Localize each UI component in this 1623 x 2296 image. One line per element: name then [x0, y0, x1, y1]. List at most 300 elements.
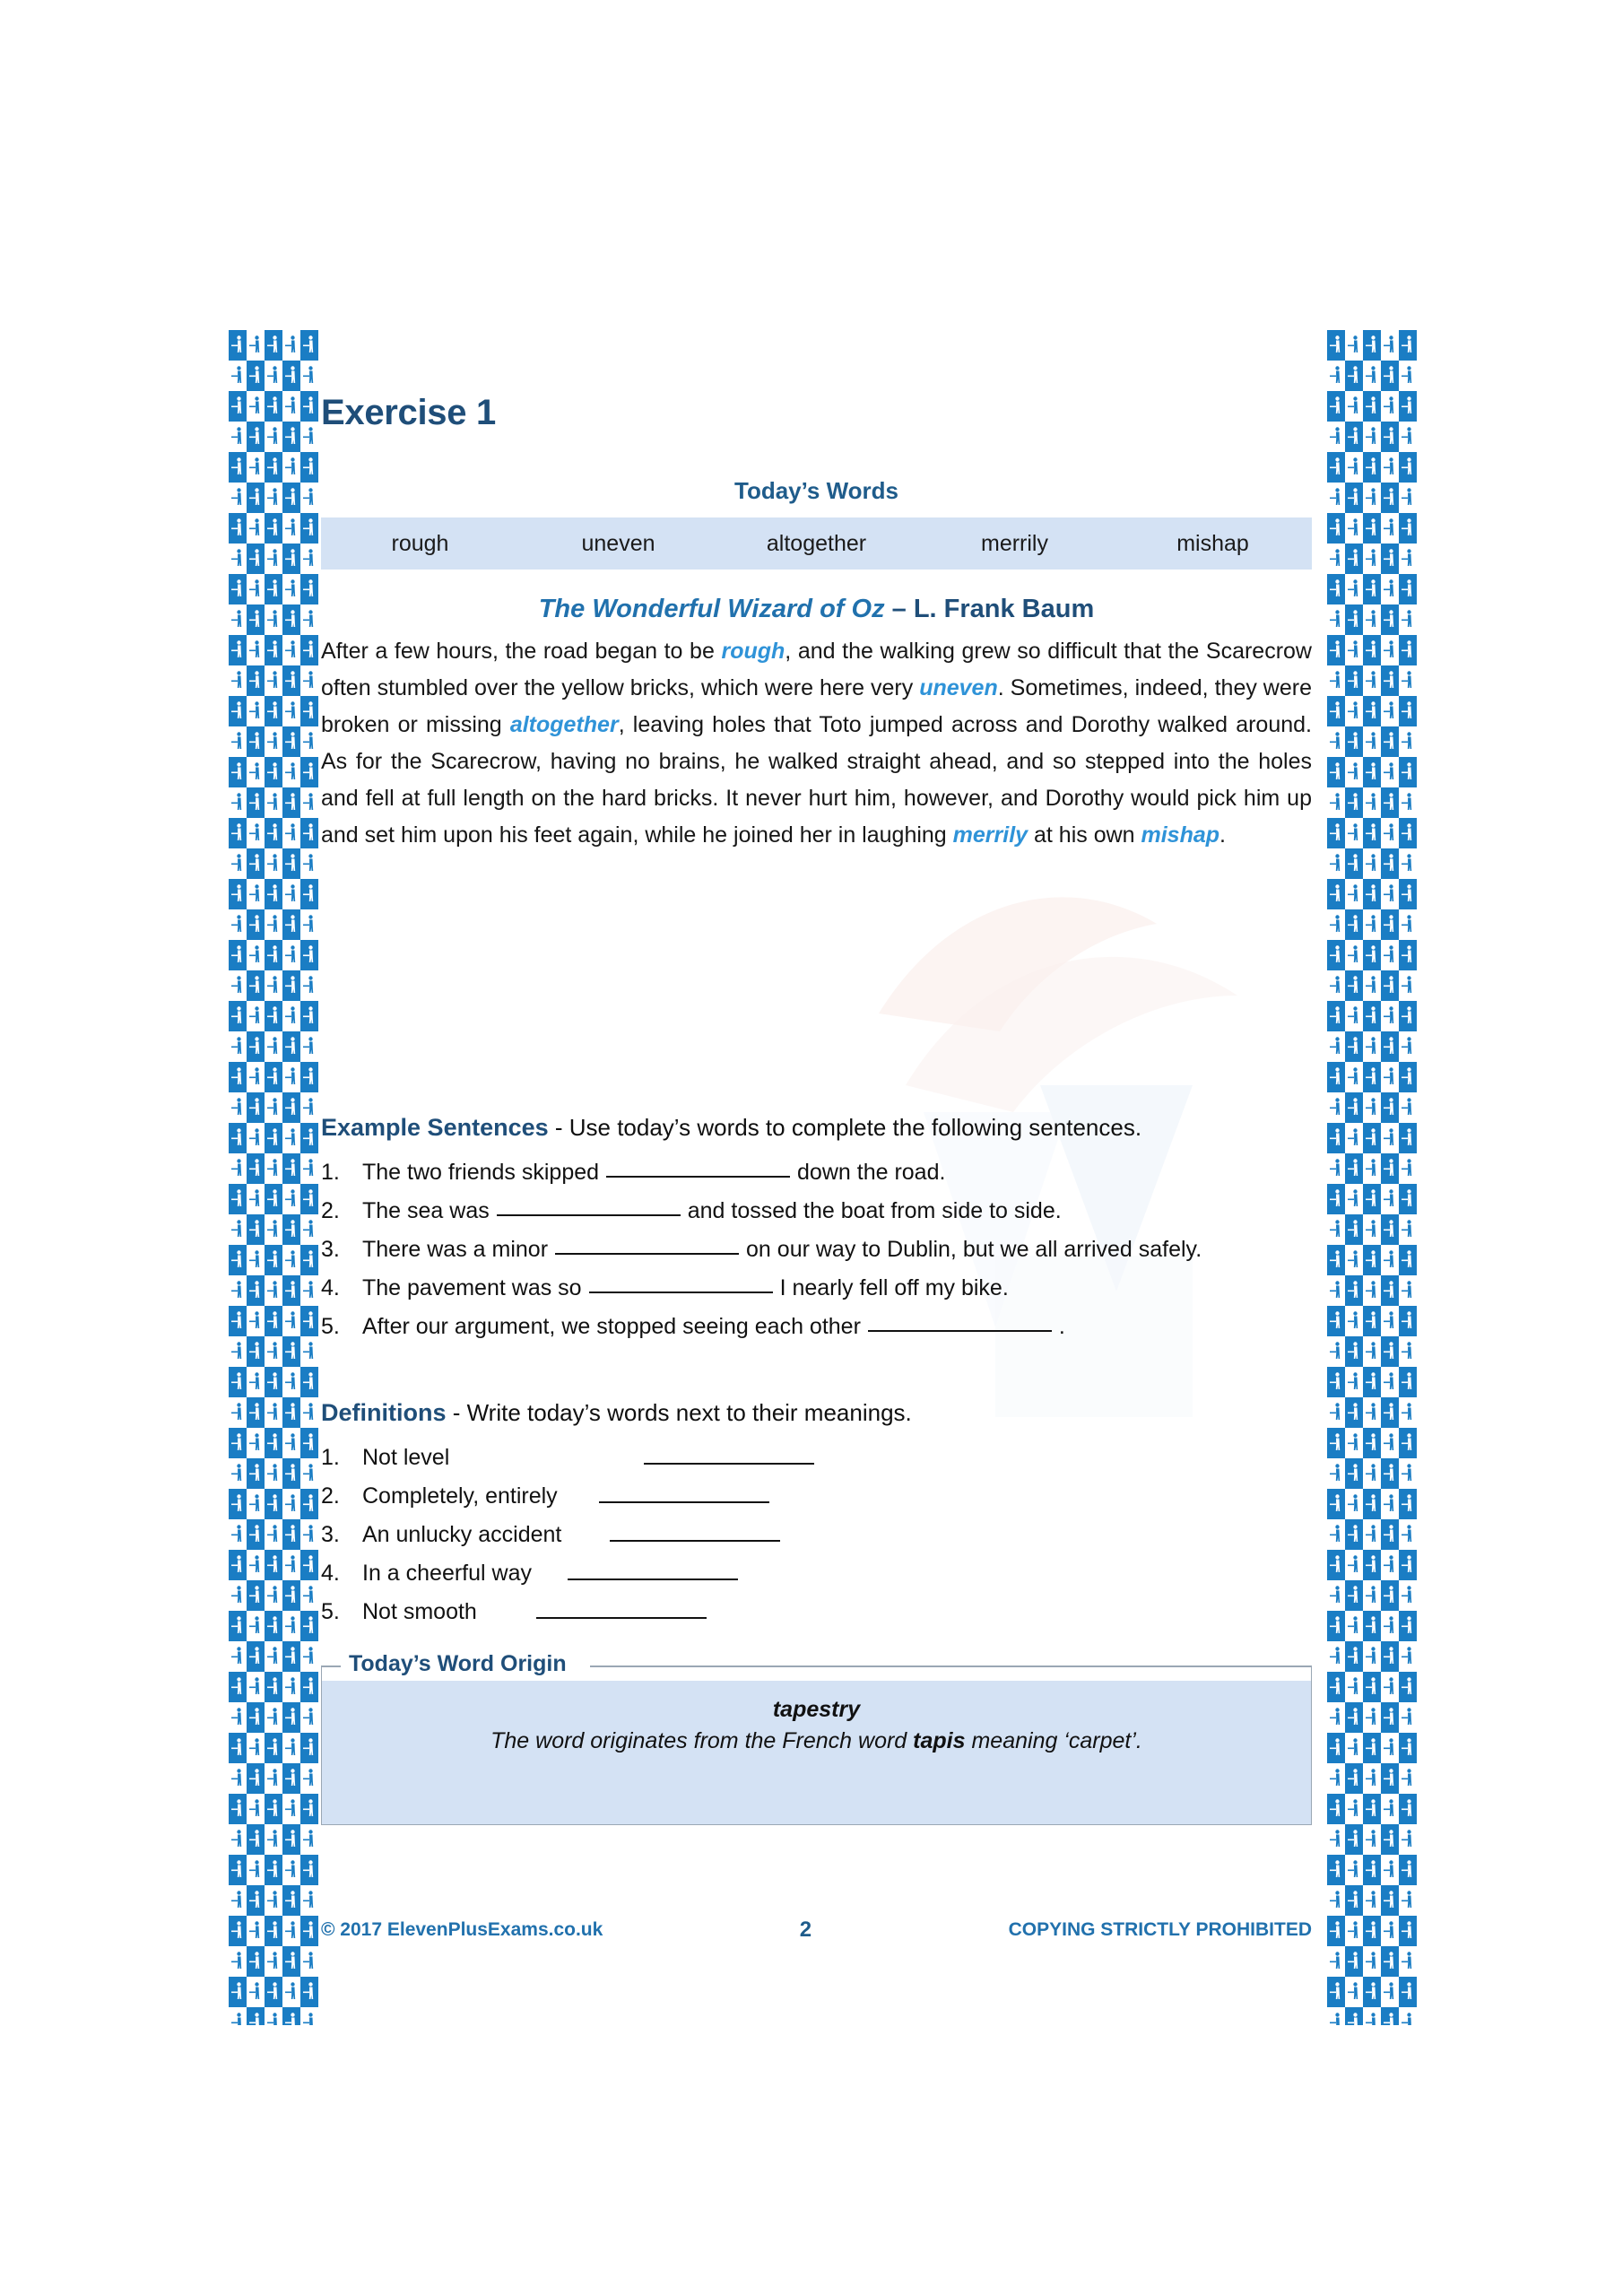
- border-tile-icon: [1381, 787, 1399, 818]
- border-tile-icon: [282, 1001, 300, 1031]
- border-tile-icon: [1327, 1306, 1345, 1336]
- sentence-after: .: [1058, 1314, 1065, 1339]
- border-tile-icon: [247, 635, 265, 665]
- border-tile-icon: [1363, 1245, 1381, 1275]
- border-row: [1327, 604, 1417, 635]
- origin-desc-before: The word originates from the French word: [490, 1728, 914, 1753]
- border-row: [229, 1306, 318, 1336]
- border-tile-icon: [1399, 1794, 1417, 1824]
- border-tile-icon: [1345, 1336, 1363, 1367]
- border-tile-icon: [1327, 1672, 1345, 1702]
- border-tile-icon: [1381, 1824, 1399, 1855]
- border-tile-icon: [265, 909, 282, 940]
- border-tile-icon: [1381, 970, 1399, 1001]
- border-tile-icon: [300, 1336, 318, 1367]
- definitions-heading-rest: - Write today’s words next to their meanings.: [446, 1399, 912, 1426]
- definition-item: [321, 1594, 1312, 1631]
- border-tile-icon: [1345, 818, 1363, 848]
- border-tile-icon: [1381, 1428, 1399, 1458]
- border-tile-icon: [265, 391, 282, 422]
- border-tile-icon: [247, 1733, 265, 1763]
- item-body: [362, 1231, 1312, 1268]
- item-body: [362, 1478, 1312, 1515]
- border-tile-icon: [265, 1580, 282, 1611]
- border-row: [229, 726, 318, 757]
- border-tile-icon: [1363, 1580, 1381, 1611]
- border-tile-icon: [247, 1519, 265, 1550]
- todays-words-section: [321, 477, 1312, 570]
- footer-notice: COPYING STRICTLY PROHIBITED: [1008, 1919, 1312, 1940]
- border-tile-icon: [300, 1611, 318, 1641]
- border-tile-icon: [247, 1855, 265, 1885]
- border-tile-icon: [247, 1092, 265, 1123]
- answer-blank[interactable]: [536, 1617, 707, 1619]
- answer-blank[interactable]: [610, 1540, 780, 1542]
- border-row: [229, 391, 318, 422]
- border-row: [1327, 787, 1417, 818]
- border-tile-icon: [229, 604, 247, 635]
- border-row: [1327, 848, 1417, 879]
- answer-blank[interactable]: [555, 1253, 739, 1255]
- border-row: [1327, 1184, 1417, 1214]
- border-row: [1327, 1580, 1417, 1611]
- border-tile-icon: [1327, 2007, 1345, 2025]
- answer-blank[interactable]: [868, 1330, 1052, 1332]
- border-tile-icon: [247, 422, 265, 452]
- border-tile-icon: [1399, 604, 1417, 635]
- border-tile-icon: [1345, 940, 1363, 970]
- border-tile-icon: [247, 604, 265, 635]
- border-tile-icon: [1345, 544, 1363, 574]
- border-row: [1327, 696, 1417, 726]
- border-tile-icon: [1381, 1306, 1399, 1336]
- border-tile-icon: [1399, 483, 1417, 513]
- border-tile-icon: [300, 1580, 318, 1611]
- border-tile-icon: [265, 1306, 282, 1336]
- border-tile-icon: [1381, 726, 1399, 757]
- border-tile-icon: [265, 2007, 282, 2025]
- border-row: [1327, 330, 1417, 361]
- border-row: [229, 696, 318, 726]
- border-row: [229, 1824, 318, 1855]
- border-tile-icon: [1399, 1580, 1417, 1611]
- border-tile-icon: [300, 1824, 318, 1855]
- border-tile-icon: [1399, 1672, 1417, 1702]
- border-tile-icon: [300, 330, 318, 361]
- border-tile-icon: [282, 1367, 300, 1397]
- passage-text: , leaving holes that Toto jumped across and Dorothy walked around. As for the Scarecrow, having no brains, he walked straight ahead, and so stepped into the holes and fell at full length on the hard bricks. It never hurt him, however, and Dorothy would pick him up and set him upon his feet again, while he joined her in laughing: [321, 712, 1312, 848]
- border-row: [1327, 1489, 1417, 1519]
- border-row: [1327, 1306, 1417, 1336]
- border-tile-icon: [282, 1519, 300, 1550]
- border-tile-icon: [1399, 970, 1417, 1001]
- footer-page-number: 2: [799, 1918, 812, 1942]
- border-tile-icon: [265, 422, 282, 452]
- border-tile-icon: [265, 879, 282, 909]
- border-tile-icon: [1399, 574, 1417, 604]
- border-tile-icon: [300, 665, 318, 696]
- border-row: [1327, 1001, 1417, 1031]
- border-tile-icon: [247, 1428, 265, 1458]
- border-tile-icon: [1327, 574, 1345, 604]
- border-row: [229, 1672, 318, 1702]
- border-tile-icon: [265, 1275, 282, 1306]
- border-tile-icon: [1399, 1184, 1417, 1214]
- border-tile-icon: [247, 330, 265, 361]
- border-tile-icon: [1327, 848, 1345, 879]
- border-tile-icon: [247, 513, 265, 544]
- border-tile-icon: [1345, 574, 1363, 604]
- border-tile-icon: [1363, 1428, 1381, 1458]
- border-tile-icon: [1381, 422, 1399, 452]
- example-sentence-item: [321, 1193, 1312, 1230]
- item-number: 2.: [321, 1198, 340, 1223]
- border-tile-icon: [247, 1367, 265, 1397]
- border-row: [1327, 879, 1417, 909]
- border-tile-icon: [1363, 970, 1381, 1001]
- word-origin-box: [321, 1666, 1312, 1825]
- border-row: [1327, 1092, 1417, 1123]
- border-tile-icon: [282, 483, 300, 513]
- border-tile-icon: [1399, 1123, 1417, 1153]
- border-tile-icon: [247, 879, 265, 909]
- border-tile-icon: [1345, 1092, 1363, 1123]
- border-tile-icon: [229, 818, 247, 848]
- item-body: [362, 1154, 1312, 1191]
- todays-word-3: merrily: [981, 530, 1048, 556]
- border-tile-icon: [1363, 1977, 1381, 2007]
- definition-text: Not smooth: [362, 1599, 477, 1624]
- border-tile-icon: [1399, 1458, 1417, 1489]
- border-tile-icon: [1381, 513, 1399, 544]
- answer-blank[interactable]: [589, 1292, 773, 1293]
- border-tile-icon: [282, 1763, 300, 1794]
- border-tile-icon: [229, 1489, 247, 1519]
- border-row: [1327, 1733, 1417, 1763]
- border-tile-icon: [265, 665, 282, 696]
- definitions-section: [321, 1399, 1312, 1631]
- page-title: Exercise 1: [321, 393, 496, 432]
- border-tile-icon: [1399, 1245, 1417, 1275]
- border-tile-icon: [1399, 940, 1417, 970]
- border-tile-icon: [300, 635, 318, 665]
- border-tile-icon: [282, 513, 300, 544]
- border-row: [229, 1428, 318, 1458]
- border-tile-icon: [229, 2007, 247, 2025]
- border-row: [1327, 757, 1417, 787]
- border-row: [229, 665, 318, 696]
- border-tile-icon: [1363, 696, 1381, 726]
- border-tile-icon: [1363, 1702, 1381, 1733]
- border-tile-icon: [247, 361, 265, 391]
- border-tile-icon: [1327, 452, 1345, 483]
- decorative-border-left: [229, 330, 318, 2025]
- border-tile-icon: [282, 1214, 300, 1245]
- border-tile-icon: [300, 1916, 318, 1946]
- border-tile-icon: [247, 1763, 265, 1794]
- border-tile-icon: [229, 1702, 247, 1733]
- border-tile-icon: [1363, 1672, 1381, 1702]
- border-tile-icon: [282, 1794, 300, 1824]
- border-tile-icon: [1327, 909, 1345, 940]
- border-tile-icon: [1381, 1184, 1399, 1214]
- border-tile-icon: [1363, 879, 1381, 909]
- border-tile-icon: [1345, 1153, 1363, 1184]
- border-tile-icon: [300, 1306, 318, 1336]
- border-tile-icon: [265, 452, 282, 483]
- border-tile-icon: [247, 1275, 265, 1306]
- border-tile-icon: [1381, 1916, 1399, 1946]
- border-tile-icon: [1327, 757, 1345, 787]
- border-row: [229, 513, 318, 544]
- border-tile-icon: [247, 757, 265, 787]
- border-tile-icon: [229, 1367, 247, 1397]
- border-row: [1327, 1672, 1417, 1702]
- border-tile-icon: [1363, 544, 1381, 574]
- border-tile-icon: [300, 1733, 318, 1763]
- todays-word-4: mishap: [1176, 530, 1249, 556]
- border-tile-icon: [1327, 604, 1345, 635]
- passage-keyword: merrily: [952, 822, 1028, 848]
- border-tile-icon: [282, 544, 300, 574]
- answer-blank[interactable]: [606, 1176, 790, 1178]
- border-tile-icon: [1345, 1184, 1363, 1214]
- border-tile-icon: [1327, 726, 1345, 757]
- border-tile-icon: [1381, 1367, 1399, 1397]
- border-tile-icon: [247, 1001, 265, 1031]
- border-tile-icon: [1363, 848, 1381, 879]
- border-tile-icon: [1345, 635, 1363, 665]
- border-tile-icon: [1381, 848, 1399, 879]
- border-tile-icon: [1327, 1184, 1345, 1214]
- border-tile-icon: [1327, 544, 1345, 574]
- border-tile-icon: [1345, 1824, 1363, 1855]
- border-tile-icon: [247, 1794, 265, 1824]
- border-row: [1327, 1214, 1417, 1245]
- border-tile-icon: [282, 818, 300, 848]
- border-tile-icon: [1381, 1519, 1399, 1550]
- border-tile-icon: [1327, 1824, 1345, 1855]
- answer-blank[interactable]: [497, 1214, 681, 1216]
- item-body: [362, 1594, 1312, 1631]
- border-row: [1327, 1794, 1417, 1824]
- definitions-heading-lead: Definitions: [321, 1399, 447, 1426]
- border-row: [229, 1397, 318, 1428]
- border-row: [229, 1458, 318, 1489]
- border-tile-icon: [247, 726, 265, 757]
- border-tile-icon: [1345, 452, 1363, 483]
- border-tile-icon: [1381, 1031, 1399, 1062]
- border-tile-icon: [1345, 483, 1363, 513]
- border-row: [229, 1580, 318, 1611]
- border-tile-icon: [1399, 391, 1417, 422]
- border-tile-icon: [247, 1977, 265, 2007]
- border-tile-icon: [265, 757, 282, 787]
- border-tile-icon: [282, 330, 300, 361]
- border-tile-icon: [1327, 1001, 1345, 1031]
- border-tile-icon: [265, 1946, 282, 1977]
- definition-item: [321, 1555, 1312, 1592]
- border-tile-icon: [1381, 544, 1399, 574]
- border-tile-icon: [265, 1824, 282, 1855]
- example-sentences-heading: [321, 1114, 1312, 1142]
- border-tile-icon: [1327, 1336, 1345, 1367]
- border-tile-icon: [1345, 1550, 1363, 1580]
- border-tile-icon: [229, 787, 247, 818]
- border-tile-icon: [1399, 1062, 1417, 1092]
- border-tile-icon: [229, 1214, 247, 1245]
- border-tile-icon: [265, 1702, 282, 1733]
- border-tile-icon: [282, 604, 300, 635]
- border-tile-icon: [1327, 1214, 1345, 1245]
- border-tile-icon: [265, 1641, 282, 1672]
- border-tile-icon: [300, 422, 318, 452]
- border-tile-icon: [282, 787, 300, 818]
- example-sentences-list: [321, 1154, 1312, 1345]
- border-tile-icon: [229, 1641, 247, 1672]
- border-tile-icon: [1381, 574, 1399, 604]
- border-tile-icon: [265, 970, 282, 1001]
- border-tile-icon: [1345, 848, 1363, 879]
- border-tile-icon: [300, 1519, 318, 1550]
- border-tile-icon: [300, 879, 318, 909]
- item-body: [362, 1517, 1312, 1553]
- border-tile-icon: [1399, 1977, 1417, 2007]
- border-tile-icon: [1381, 452, 1399, 483]
- border-tile-icon: [1345, 1702, 1363, 1733]
- border-tile-icon: [1381, 1214, 1399, 1245]
- border-tile-icon: [1345, 330, 1363, 361]
- border-tile-icon: [229, 757, 247, 787]
- border-tile-icon: [1399, 361, 1417, 391]
- sentence-after: I nearly fell off my bike.: [779, 1275, 1009, 1300]
- border-tile-icon: [265, 1062, 282, 1092]
- border-row: [1327, 1428, 1417, 1458]
- border-tile-icon: [1327, 940, 1345, 970]
- border-row: [1327, 1458, 1417, 1489]
- border-tile-icon: [1399, 1733, 1417, 1763]
- border-tile-icon: [282, 1062, 300, 1092]
- border-tile-icon: [300, 1946, 318, 1977]
- border-tile-icon: [229, 970, 247, 1001]
- border-tile-icon: [1399, 1306, 1417, 1336]
- border-row: [1327, 1641, 1417, 1672]
- border-tile-icon: [1381, 1641, 1399, 1672]
- border-tile-icon: [247, 1580, 265, 1611]
- border-tile-icon: [1345, 1123, 1363, 1153]
- answer-blank[interactable]: [568, 1578, 738, 1580]
- border-tile-icon: [1399, 1092, 1417, 1123]
- border-tile-icon: [282, 422, 300, 452]
- border-row: [1327, 1916, 1417, 1946]
- border-tile-icon: [1345, 726, 1363, 757]
- border-tile-icon: [300, 696, 318, 726]
- border-row: [229, 635, 318, 665]
- border-tile-icon: [1345, 1031, 1363, 1062]
- border-tile-icon: [1327, 787, 1345, 818]
- border-tile-icon: [1327, 1763, 1345, 1794]
- decorative-border-right: [1327, 330, 1417, 2025]
- border-tile-icon: [1327, 1641, 1345, 1672]
- border-tile-icon: [1345, 391, 1363, 422]
- definition-text: An unlucky accident: [362, 1522, 562, 1547]
- border-row: [229, 483, 318, 513]
- border-tile-icon: [1327, 483, 1345, 513]
- border-row: [229, 1641, 318, 1672]
- border-tile-icon: [1399, 422, 1417, 452]
- border-tile-icon: [300, 483, 318, 513]
- border-tile-icon: [247, 848, 265, 879]
- border-row: [1327, 544, 1417, 574]
- border-tile-icon: [1381, 1763, 1399, 1794]
- border-tile-icon: [1327, 1550, 1345, 1580]
- border-tile-icon: [1363, 665, 1381, 696]
- border-tile-icon: [229, 1733, 247, 1763]
- border-tile-icon: [265, 1214, 282, 1245]
- border-tile-icon: [229, 1306, 247, 1336]
- border-row: [229, 1794, 318, 1824]
- answer-blank[interactable]: [644, 1463, 814, 1465]
- border-tile-icon: [1345, 1397, 1363, 1428]
- border-row: [229, 1611, 318, 1641]
- border-tile-icon: [229, 391, 247, 422]
- border-tile-icon: [265, 1916, 282, 1946]
- border-tile-icon: [1345, 1062, 1363, 1092]
- border-tile-icon: [265, 696, 282, 726]
- border-tile-icon: [265, 1733, 282, 1763]
- border-tile-icon: [1399, 1367, 1417, 1397]
- border-tile-icon: [282, 1733, 300, 1763]
- sentence-after: on our way to Dublin, but we all arrived safely.: [746, 1237, 1202, 1262]
- border-tile-icon: [1345, 1245, 1363, 1275]
- border-row: [1327, 1153, 1417, 1184]
- border-tile-icon: [1327, 1946, 1345, 1977]
- border-row: [229, 1916, 318, 1946]
- border-tile-icon: [1399, 1153, 1417, 1184]
- border-row: [1327, 635, 1417, 665]
- border-tile-icon: [282, 909, 300, 940]
- border-tile-icon: [1363, 635, 1381, 665]
- border-tile-icon: [1363, 1763, 1381, 1794]
- border-row: [229, 1702, 318, 1733]
- border-tile-icon: [1363, 1001, 1381, 1031]
- border-tile-icon: [1381, 1794, 1399, 1824]
- border-tile-icon: [300, 1672, 318, 1702]
- border-row: [229, 757, 318, 787]
- border-row: [229, 879, 318, 909]
- border-tile-icon: [1363, 909, 1381, 940]
- border-tile-icon: [265, 1367, 282, 1397]
- border-tile-icon: [282, 879, 300, 909]
- border-tile-icon: [1381, 1702, 1399, 1733]
- definition-item: [321, 1478, 1312, 1515]
- border-tile-icon: [282, 1977, 300, 2007]
- border-tile-icon: [1363, 1550, 1381, 1580]
- passage-section: [321, 595, 1312, 854]
- border-tile-icon: [1381, 818, 1399, 848]
- border-tile-icon: [282, 1885, 300, 1916]
- border-tile-icon: [1327, 361, 1345, 391]
- border-tile-icon: [229, 1336, 247, 1367]
- definition-item: [321, 1517, 1312, 1553]
- border-row: [1327, 513, 1417, 544]
- border-tile-icon: [300, 909, 318, 940]
- word-origin-legend: Today’s Word Origin: [341, 1651, 575, 1677]
- border-tile-icon: [1345, 1489, 1363, 1519]
- answer-blank[interactable]: [599, 1501, 769, 1503]
- border-tile-icon: [1381, 330, 1399, 361]
- todays-word-2: altogether: [766, 530, 867, 556]
